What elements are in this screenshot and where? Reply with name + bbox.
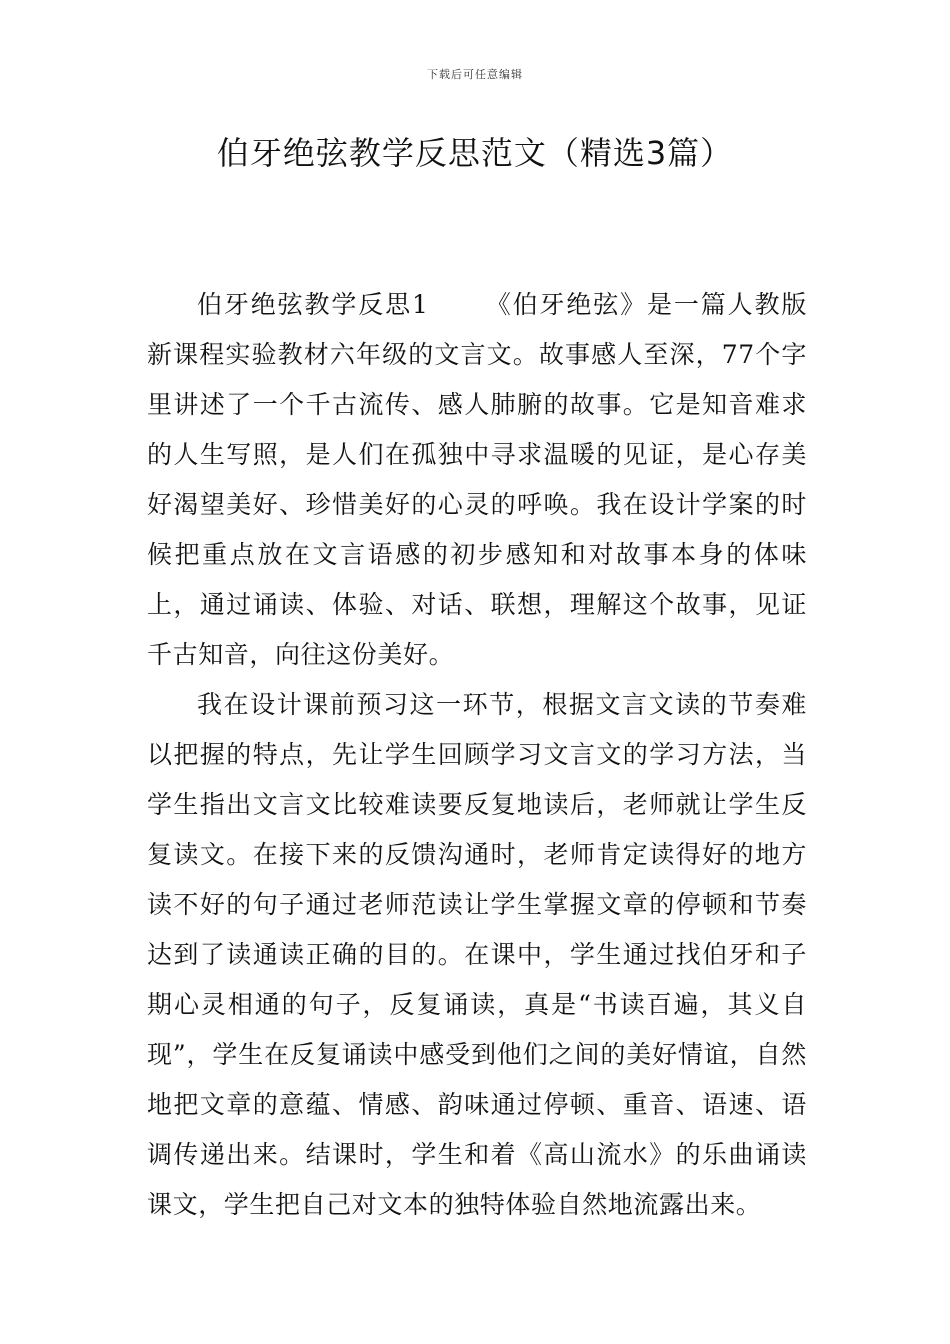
header-note: 下载后可任意编辑: [427, 68, 523, 81]
document-title: 伯牙绝弦教学反思范文（精选3篇）: [216, 134, 734, 172]
paragraph-1: [147, 280, 807, 680]
section-heading: 伯牙绝弦教学反思1: [197, 290, 429, 319]
paragraph-text: 我在设计课前预习这一环节，根据文言文读的节奏难以把握的特点，先让学生回顾学习文言文的学习方法，当学生指出文言文比较难读要反复地读后，老师就让学生反复读文。在接下来的反馈沟通时，老师肯定读得好的地方读不好的句子通过老师范读让学生掌握文章的停顿和节奏达到了读通读正确的目的。在课中，学生通过找伯牙和子期心灵相通的句子，反复诵读，真是“书读百遍，其义自现”，学生在反复诵读中感受到他们之间的美好情谊，自然地把文章的意蕴、情感、韵味通过停顿、重音、语速、语调传递出来。结课时，学生和着《高山流水》的乐曲诵读课文，学生把自己对文本的独特体验自然地流露出来。: [147, 690, 807, 1219]
document-body: [147, 280, 807, 1230]
paragraph-2: [147, 680, 807, 1230]
paragraph-text: 《伯牙绝弦》是一篇人教版新课程实验教材六年级的文言文。故事感人至深，77个字里讲述了一个千古流传、感人肺腑的故事。它是知音难求的人生写照，是人们在孤独中寻求温暖的见证，是心存美好渴望美好、珍惜美好的心灵的呼唤。我在设计学案的时候把重点放在文言语感的初步感知和对故事本身的体味上，通过诵读、体验、对话、联想，理解这个故事，见证千古知音，向往这份美好。: [147, 290, 808, 669]
